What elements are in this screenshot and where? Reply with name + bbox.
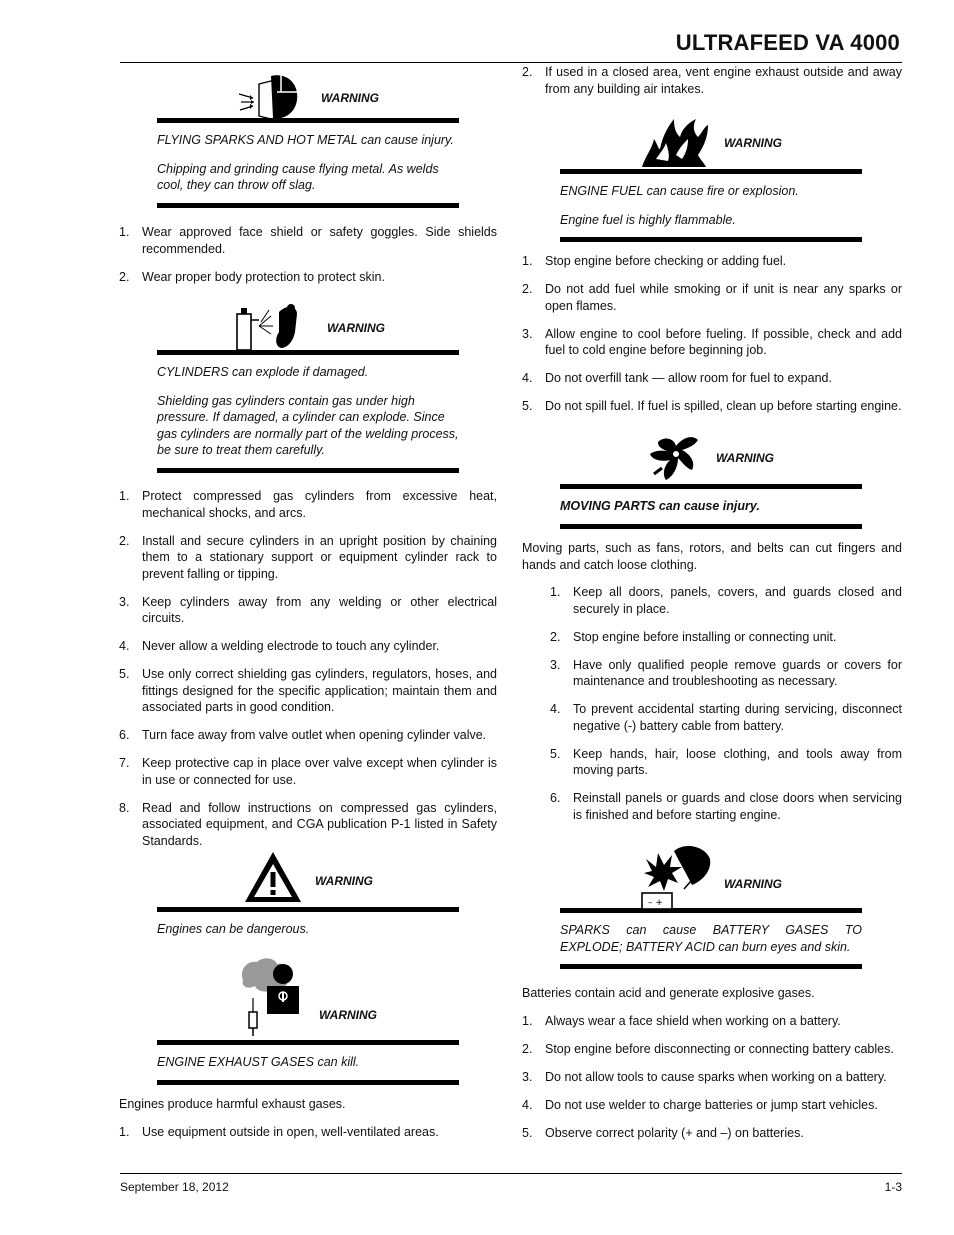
item-text: Do not spill fuel. If fuel is spilled, clean up before starting engine. (545, 399, 902, 413)
fan-hand-injury-icon (648, 432, 704, 482)
item-number: 5. (550, 746, 561, 761)
item-text: If used in a closed area, vent engine exhaust outside and away from any building air intakes. (545, 65, 902, 96)
warning-top-bar (560, 484, 862, 489)
warning-top-bar (560, 169, 862, 174)
item-number: 3. (522, 326, 533, 341)
hazard-detail: Shielding gas cylinders contain gas under high pressure. If damaged, a cylinder can explode. Since gas cylinders are normally part of the welding process, be sure to treat them carefully. (157, 393, 459, 457)
svg-text:– +: – + (648, 898, 663, 908)
item-number: 1. (119, 225, 130, 239)
list-item (119, 224, 497, 257)
item-number: 2. (522, 282, 533, 296)
warning-engine-fuel (560, 113, 862, 242)
item-number: 5. (522, 399, 533, 413)
fire-flames-icon (640, 115, 710, 169)
warning-label: WARNING (315, 874, 373, 888)
list-item (522, 326, 902, 359)
hazard-statement: ENGINE FUEL can cause fire or explosion. (560, 184, 799, 198)
list-item (119, 638, 497, 655)
list-item (550, 701, 902, 734)
hazard-detail: Engine fuel is highly flammable. (560, 212, 736, 227)
warning-triangle-icon (243, 850, 303, 904)
warning-top-bar (157, 118, 459, 123)
item-text: Use only correct shielding gas cylinders, regulators, hoses, and fittings designed for the specific application; maintain them and associated parts in good condition. (142, 667, 497, 714)
list-item (550, 790, 902, 823)
item-text: Wear proper body protection to protect skin. (142, 269, 385, 284)
warning-battery (560, 841, 862, 969)
warning-label: WARNING (724, 136, 782, 150)
item-number: 2. (550, 629, 561, 644)
item-number: 2. (522, 1042, 533, 1056)
item-text: Do not overfill tank — allow room for fuel to expand. (545, 371, 832, 385)
warning-top-bar (157, 350, 459, 355)
item-number: 1. (550, 585, 561, 599)
item-text: Read and follow instructions on compressed gas cylinders, associated equipment, and CGA publication P-1 listed in Safety Standards. (142, 800, 497, 848)
item-number: 3. (550, 657, 561, 672)
list-item (522, 1125, 902, 1142)
warning-bottom-bar (157, 203, 459, 208)
item-text: Wear approved face shield or safety goggles. Side shields recommended. (142, 225, 497, 256)
face-shield-sparks-icon (237, 72, 301, 122)
header-rule (120, 62, 902, 63)
hazard-statement: Engines can be dangerous. (157, 922, 310, 936)
warning-bottom-bar (560, 524, 862, 529)
item-number: 5. (119, 667, 130, 681)
warning-label: WARNING (724, 877, 782, 891)
list-item (119, 488, 497, 521)
item-number: 4. (550, 702, 561, 716)
item-text: Turn face away from valve outlet when opening cylinder valve. (142, 728, 487, 742)
list-item (522, 281, 902, 314)
item-text: Stop engine before disconnecting or connecting battery cables. (545, 1042, 894, 1056)
item-number: 5. (522, 1126, 533, 1140)
hazard-statement: SPARKS can cause BATTERY GASES TO EXPLODE; BATTERY ACID can burn eyes and skin. (560, 923, 862, 954)
list-item (522, 398, 902, 415)
hazard-statement: CYLINDERS can explode if damaged. (157, 365, 369, 379)
list-item (522, 64, 902, 97)
list-item (119, 727, 497, 744)
exhaust-precautions-list (119, 1124, 497, 1152)
item-number: 1. (119, 1125, 130, 1139)
item-number: 2. (522, 65, 533, 79)
item-number: 6. (119, 728, 130, 742)
item-number: 3. (119, 594, 130, 609)
list-item (550, 746, 902, 779)
gas-cylinder-explosion-icon (231, 302, 307, 352)
warning-engines (157, 850, 459, 938)
item-number: 1. (522, 254, 533, 268)
item-number: 4. (119, 639, 130, 653)
cylinder-precautions-list (119, 488, 497, 861)
warning-exhaust (157, 958, 459, 1085)
document-title: ULTRAFEED VA 4000 (675, 30, 900, 55)
item-number: 4. (522, 1098, 533, 1112)
warning-label: WARNING (327, 321, 385, 335)
item-text: Use equipment outside in open, well-ventilated areas. (142, 1125, 439, 1139)
list-item (119, 594, 497, 627)
hazard-detail: Chipping and grinding cause flying metal. As welds cool, they can throw off slag. (157, 161, 439, 192)
warning-bottom-bar (560, 964, 862, 969)
fuel-precautions-list (522, 253, 902, 426)
item-text: Stop engine before installing or connecting unit. (573, 629, 837, 644)
battery-explosion-icon (640, 843, 712, 909)
warning-moving-parts (560, 428, 862, 529)
item-text: Keep protective cap in place over valve except when cylinder is in use or connected for use. (142, 756, 497, 787)
footer-date: September 18, 2012 (120, 1180, 229, 1194)
list-item (119, 800, 497, 850)
list-item (522, 1097, 902, 1114)
list-item (522, 1069, 902, 1086)
hazard-statement: FLYING SPARKS AND HOT METAL can cause injury. (157, 133, 454, 147)
item-text: Protect compressed gas cylinders from excessive heat, mechanical shocks, and arcs. (142, 489, 497, 520)
item-text: Have only qualified people remove guards or covers for maintenance and troubleshooting as necessary. (573, 657, 902, 688)
list-item (522, 1041, 902, 1058)
list-item (522, 1013, 902, 1030)
item-number: 7. (119, 756, 130, 770)
moving-parts-precautions-list (550, 584, 902, 835)
item-text: Install and secure cylinders in an upright position by chaining them to a stationary support or equipment cylinder rack to prevent falling or tipping. (142, 533, 497, 581)
item-text: Reinstall panels or guards and close doors when servicing is finished and before starting engine. (573, 791, 902, 822)
warning-label: WARNING (321, 91, 379, 105)
warning-top-bar (157, 907, 459, 912)
list-item (119, 755, 497, 788)
item-text: Always wear a face shield when working on a battery. (545, 1014, 841, 1028)
item-number: 2. (119, 533, 130, 548)
list-item (522, 370, 902, 387)
list-item (550, 629, 902, 646)
item-text: Keep hands, hair, loose clothing, and tools away from moving parts. (573, 746, 902, 777)
item-number: 8. (119, 800, 130, 815)
item-number: 3. (522, 1070, 533, 1084)
warning-label: WARNING (319, 1008, 377, 1022)
item-text: Keep cylinders away from any welding or other electrical circuits. (142, 594, 497, 625)
list-item (119, 1124, 497, 1141)
item-text: To prevent accidental starting during servicing, disconnect negative (-) battery cable from battery. (573, 702, 902, 733)
warning-bottom-bar (560, 237, 862, 242)
item-text: Keep all doors, panels, covers, and guards closed and securely in place. (573, 585, 902, 616)
item-text: Do not add fuel while smoking or if unit is near any sparks or open flames. (545, 282, 902, 313)
warning-bottom-bar (157, 468, 459, 473)
item-number: 1. (119, 489, 130, 503)
hazard-statement: ENGINE EXHAUST GASES can kill. (157, 1055, 360, 1069)
item-number: 6. (550, 791, 561, 805)
item-number: 1. (522, 1014, 533, 1028)
list-item (119, 533, 497, 583)
warning-flying-sparks (157, 68, 459, 208)
exhaust-precautions-list-continued (522, 64, 902, 109)
list-item (522, 253, 902, 270)
list-item (119, 666, 497, 716)
item-number: 2. (119, 269, 130, 284)
exhaust-fumes-icon (239, 958, 303, 1038)
item-number: 4. (522, 371, 533, 385)
item-text: Observe correct polarity (+ and –) on batteries. (545, 1126, 804, 1140)
warning-label: WARNING (716, 451, 774, 465)
list-item (550, 657, 902, 690)
sparks-precautions-list (119, 224, 497, 297)
footer-rule (120, 1173, 902, 1174)
item-text: Do not allow tools to cause sparks when working on a battery. (545, 1070, 887, 1084)
battery-intro: Batteries contain acid and generate explosive gases. (522, 986, 815, 1000)
exhaust-intro: Engines produce harmful exhaust gases. (119, 1097, 346, 1111)
moving-parts-intro: Moving parts, such as fans, rotors, and belts can cut fingers and hands and catch loose clothing. (522, 541, 902, 572)
battery-precautions-list (522, 1013, 902, 1153)
warning-cylinders (157, 300, 459, 473)
item-text: Stop engine before checking or adding fuel. (545, 254, 787, 268)
hazard-statement: MOVING PARTS can cause injury. (560, 499, 760, 513)
warning-top-bar (157, 1040, 459, 1045)
item-text: Allow engine to cool before fueling. If possible, check and add fuel to cold engine before beginning job. (545, 326, 902, 357)
page-number: 1-3 (884, 1180, 902, 1194)
warning-bottom-bar (157, 1080, 459, 1085)
item-text: Never allow a welding electrode to touch any cylinder. (142, 639, 440, 653)
item-text: Do not use welder to charge batteries or jump start vehicles. (545, 1098, 878, 1112)
list-item (550, 584, 902, 617)
list-item (119, 269, 497, 286)
